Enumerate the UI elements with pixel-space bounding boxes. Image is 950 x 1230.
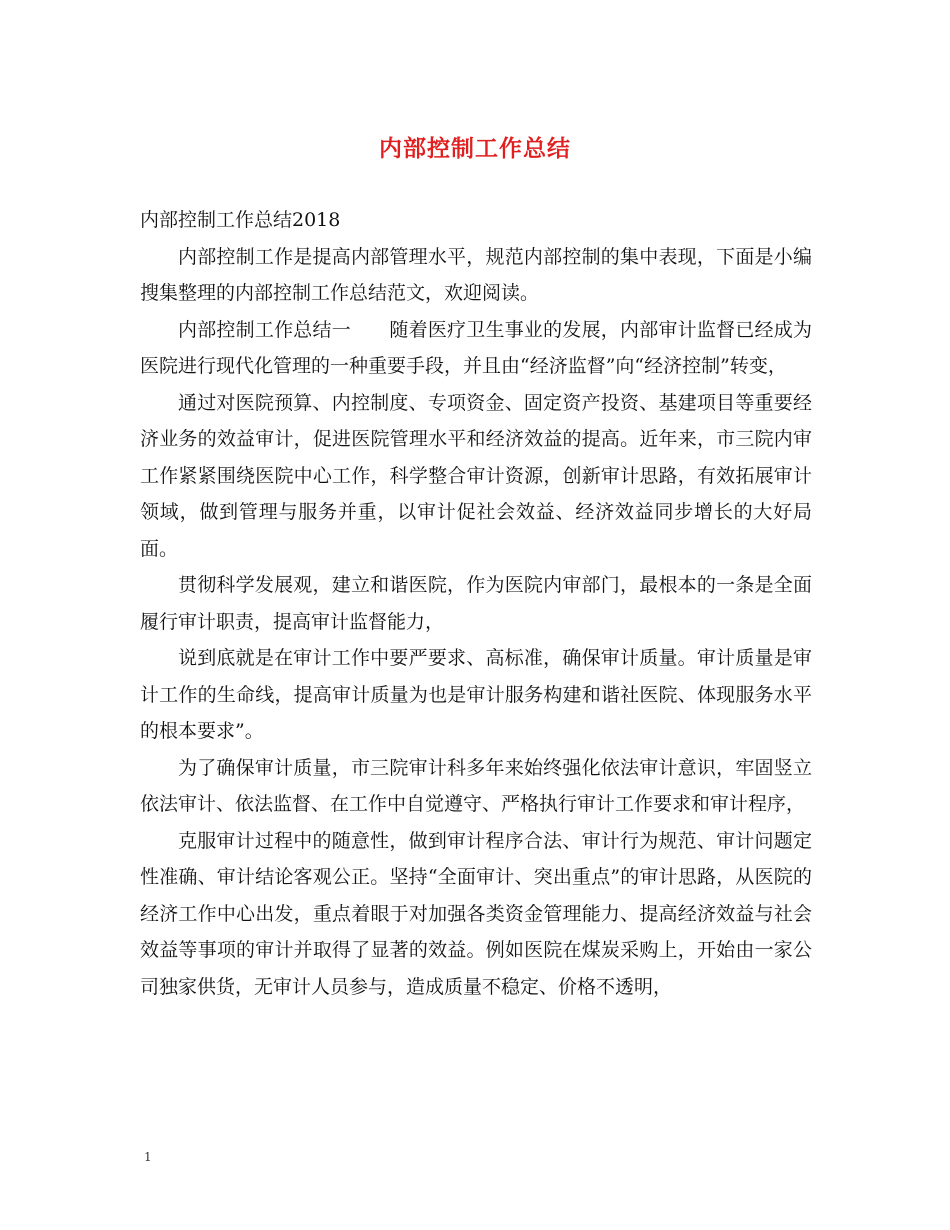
paragraph-intro: 内部控制工作是提高内部管理水平，规范内部控制的集中表现，下面是小编搜集整理的内部控制工作总结范文，欢迎阅读。 xyxy=(140,245,812,304)
paragraph-audit-quality: 说到底就是在审计工作中要严要求、高标准，确保审计质量。审计质量是审计工作的生命线，提高审计质量为也是审计服务构建和谐社医院、体现服务水平的根本要求”。 xyxy=(140,647,812,742)
document-subtitle: 内部控制工作总结2018 xyxy=(140,209,341,231)
page-number: 1 xyxy=(144,1150,152,1164)
paragraph-efficiency-audit: 通过对医院预算、内控制度、专项资金、固定资产投资、基建项目等重要经济业务的效益审计，促进医院管理水平和经济效益的提高。近年来，市三院内审工作紧紧围绕医院中心工作，科学整合审计资源，创新审计思路，有效拓展审计领域，做到管理与服务并重，以审计促社会效益、经济效益同步增长的大好局面。 xyxy=(140,391,812,560)
paragraph-audit-procedure: 克服审计过程中的随意性，做到审计程序合法、审计行为规范、审计问题定性准确、审计结论客观公正。坚持“全面审计、突出重点”的审计思路，从医院的经济工作中心出发，重点着眼于对加强各类资金管理能力、提高经济效益与社会效益等事项的审计并取得了显著的效益。例如医院在煤炭采购上，开始由一家公司独家供货，无审计人员参与，造成质量不稳定、价格不透明， xyxy=(140,829,812,998)
document-title: 内部控制工作总结 xyxy=(379,135,571,162)
paragraph-scientific-development: 贯彻科学发展观，建立和谐医院，作为医院内审部门，最根本的一条是全面履行审计职责，提高审计监督能力， xyxy=(140,574,812,633)
paragraph-summary-one: 内部控制工作总结一 随着医疗卫生事业的发展，内部审计监督已经成为医院进行现代化管理的一种重要手段，并且由“经济监督”向“经济控制”转变， xyxy=(140,318,812,377)
document-body xyxy=(140,202,812,1005)
paragraph-lawful-audit: 为了确保审计质量，市三院审计科多年来始终强化依法审计意识，牢固竖立依法审计、依法监督、在工作中自觉遵守、严格执行审计工作要求和审计程序， xyxy=(140,756,812,815)
